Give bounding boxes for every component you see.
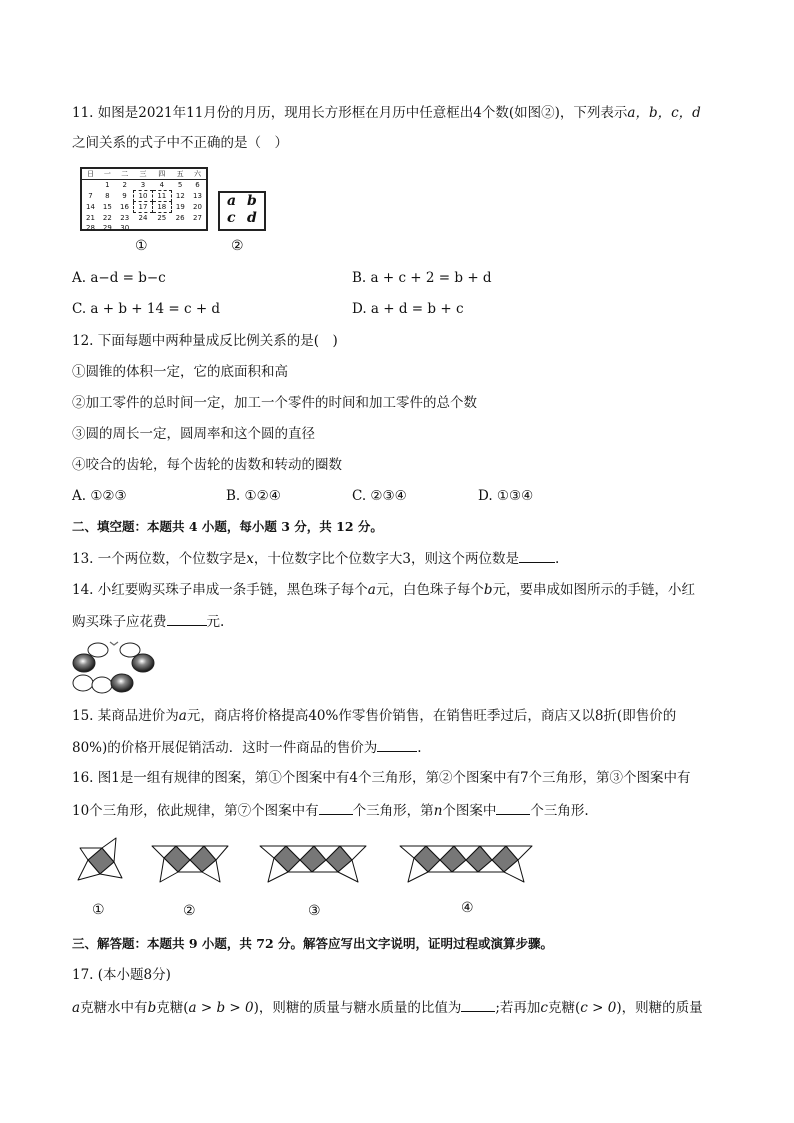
black-bead-icon — [73, 654, 95, 672]
black-bead-icon — [111, 674, 133, 692]
q12-option-b[interactable]: B. ①②④ — [226, 488, 281, 504]
q12-stem: 12. 下面每题中两种量成反比例关系的是( ) — [72, 333, 338, 349]
q14-stem-line1: 14. 小红要购买珠子串成一条手链，黑色珠子每个a元，白色珠子每个b元，要串成如图所示的手链，小红 — [72, 582, 695, 598]
calendar-cell: 16 — [119, 203, 129, 211]
calendar-header-row — [82, 169, 206, 180]
q12-item-1: ①圆锥的体积一定，它的底面积和高 — [72, 364, 288, 380]
q12-item-3: ③圆的周长一定，圆周率和这个圆的直径 — [72, 426, 315, 442]
figure-label-1: ① — [135, 238, 148, 254]
calendar-cell: 22 — [102, 213, 112, 222]
calendar-cell: 24 — [138, 214, 148, 222]
calendar-cell: 1 — [105, 181, 110, 190]
figure-label-2: ② — [231, 238, 244, 254]
q15-stem-line2: 80%)的价格开展促销活动．这时一件商品的售价为 . — [72, 737, 422, 758]
pattern-4 — [400, 846, 532, 882]
pattern-label-2: ② — [183, 903, 196, 919]
calendar-row — [82, 202, 206, 213]
calendar-cell: 15 — [102, 203, 112, 211]
calendar-weekday: 四 — [152, 169, 171, 180]
q14-answer-blank[interactable] — [167, 611, 207, 626]
calendar-cell: 14 — [85, 203, 95, 211]
calendar-cell: 23 — [120, 213, 130, 222]
white-bead-icon — [92, 677, 112, 693]
white-bead-icon — [73, 675, 93, 691]
q13-answer-blank[interactable] — [519, 548, 555, 563]
q12-item-2: ②加工零件的总时间一定，加工一个零件的时间和加工零件的总个数 — [72, 395, 477, 411]
q17-title: 17. (本小题8分) — [72, 967, 171, 983]
pattern-label-3: ③ — [308, 903, 321, 919]
q17-stem: a克糖水中有b克糖(a > b > 0)，则糖的质量与糖水质量的比值为 ;若再加c克糖(c > 0)，则糖的质量 — [72, 997, 703, 1018]
calendar-table — [82, 169, 206, 233]
q11-stem-line2: 之间关系的式子中不正确的是（ ） — [72, 135, 288, 151]
calendar-weekday: 三 — [134, 169, 153, 180]
q11-option-c[interactable]: C. a + b + 14 = c + d — [72, 301, 221, 317]
calendar-cell: 7 — [88, 192, 93, 200]
calendar-cell — [189, 223, 206, 233]
calendar-cell: 29 — [102, 224, 112, 232]
bracelet-figure — [70, 638, 160, 696]
calendar-cell: 6 — [195, 181, 200, 190]
calendar-weekday: 一 — [99, 169, 116, 180]
pattern-label-1: ① — [92, 902, 105, 918]
calendar-cell-framed: 17 — [134, 202, 153, 213]
q12-option-a[interactable]: A. ①②③ — [72, 488, 127, 504]
calendar-cell: 30 — [120, 224, 130, 232]
calendar-cell-framed: 11 — [152, 191, 171, 202]
calendar-cell-framed: 10 — [134, 191, 153, 202]
q11-option-a[interactable]: A. a−d = b−c — [72, 270, 166, 286]
calendar-cell: 2 — [122, 181, 127, 190]
white-bead-icon — [88, 643, 108, 657]
q11-option-b[interactable]: B. a + c + 2 = b + d — [352, 270, 492, 286]
section-2-heading: 二、填空题：本题共 4 小题，每小题 3 分，共 12 分。 — [72, 519, 383, 534]
calendar-cell — [171, 223, 189, 233]
calendar-weekday: 二 — [116, 169, 134, 180]
calendar-weekday: 六 — [189, 169, 206, 180]
calendar-cell: 5 — [177, 181, 183, 190]
calendar-cell-framed: 18 — [152, 202, 171, 213]
section-3-heading: 三、解答题：本题共 9 小题，共 72 分。解答应写出文字说明，证明过程或演算步骤。 — [72, 936, 554, 951]
calendar-cell — [82, 180, 99, 191]
q16-stem-line2: 10个三角形，依此规律，第⑦个图案中有 个三角形，第n个图案中 个三角形. — [72, 800, 589, 821]
q14-stem-line2: 购买珠子应花费 元. — [72, 611, 224, 632]
q12-option-d[interactable]: D. ①③④ — [478, 488, 534, 504]
q16-answer-blank-2[interactable] — [496, 800, 530, 815]
q13-stem: 13. 一个两位数，个位数字是x，十位数字比个位数字大3，则这个两位数是 . — [72, 548, 559, 569]
calendar-weekday: 日 — [82, 169, 99, 180]
triangle-pattern-figure — [70, 834, 540, 894]
calendar-cell: 28 — [85, 224, 95, 232]
calendar-cell: 26 — [175, 213, 185, 222]
calendar-cell: 12 — [175, 192, 185, 200]
calendar-cell: 4 — [159, 181, 165, 189]
calendar-cell: 21 — [85, 213, 95, 222]
calendar-cell: 9 — [122, 192, 127, 200]
box-a: a — [227, 193, 237, 209]
q11-vars: a，b，c，d — [627, 105, 701, 121]
box-d: d — [247, 210, 257, 226]
calendar-row — [82, 213, 206, 224]
black-bead-icon — [132, 654, 154, 672]
calendar-cell: 19 — [175, 203, 185, 211]
q11-stem-line1: 11. 如图是2021年11月份的月历，现用长方形框在月历中任意框出4个数(如图②)，下列表示a，b，c，d — [72, 105, 701, 121]
pattern-2 — [152, 846, 228, 882]
q16-answer-blank-1[interactable] — [319, 800, 353, 815]
calendar-row — [82, 191, 206, 202]
calendar-figure — [80, 167, 208, 231]
calendar-cell — [134, 223, 153, 233]
calendar-row — [82, 223, 206, 233]
pattern-1 — [78, 838, 122, 880]
calendar-cell: 3 — [140, 181, 146, 189]
pattern-label-4: ④ — [461, 900, 474, 916]
abcd-box-figure — [218, 191, 266, 231]
calendar-cell: 13 — [193, 192, 202, 200]
box-b: b — [247, 193, 257, 209]
calendar-cell: 27 — [193, 213, 202, 222]
q15-answer-blank[interactable] — [377, 737, 417, 752]
calendar-row — [82, 180, 206, 191]
clasp-icon — [110, 642, 118, 645]
q12-item-4: ④咬合的齿轮，每个齿轮的齿数和转动的圈数 — [72, 457, 342, 473]
q16-stem-line1: 16. 图1是一组有规律的图案，第①个图案中有4个三角形，第②个图案中有7个三角形，第③个图案中有 — [72, 770, 691, 786]
calendar-weekday: 五 — [171, 169, 189, 180]
box-c: c — [227, 210, 236, 226]
q15-stem-line1: 15. 某商品进价为a元，商店将价格提高40%作零售价销售，在销售旺季过后，商店又以8折(即售价的 — [72, 708, 677, 724]
pattern-3 — [260, 846, 366, 882]
calendar-cell — [152, 223, 171, 233]
calendar-cell: 20 — [193, 203, 202, 211]
calendar-cell: 25 — [157, 214, 167, 222]
q11-option-d[interactable]: D. a + d = b + c — [352, 301, 464, 317]
calendar-cell: 8 — [105, 192, 110, 200]
q17-answer-blank[interactable] — [461, 997, 495, 1012]
q12-option-c[interactable]: C. ②③④ — [352, 488, 407, 504]
